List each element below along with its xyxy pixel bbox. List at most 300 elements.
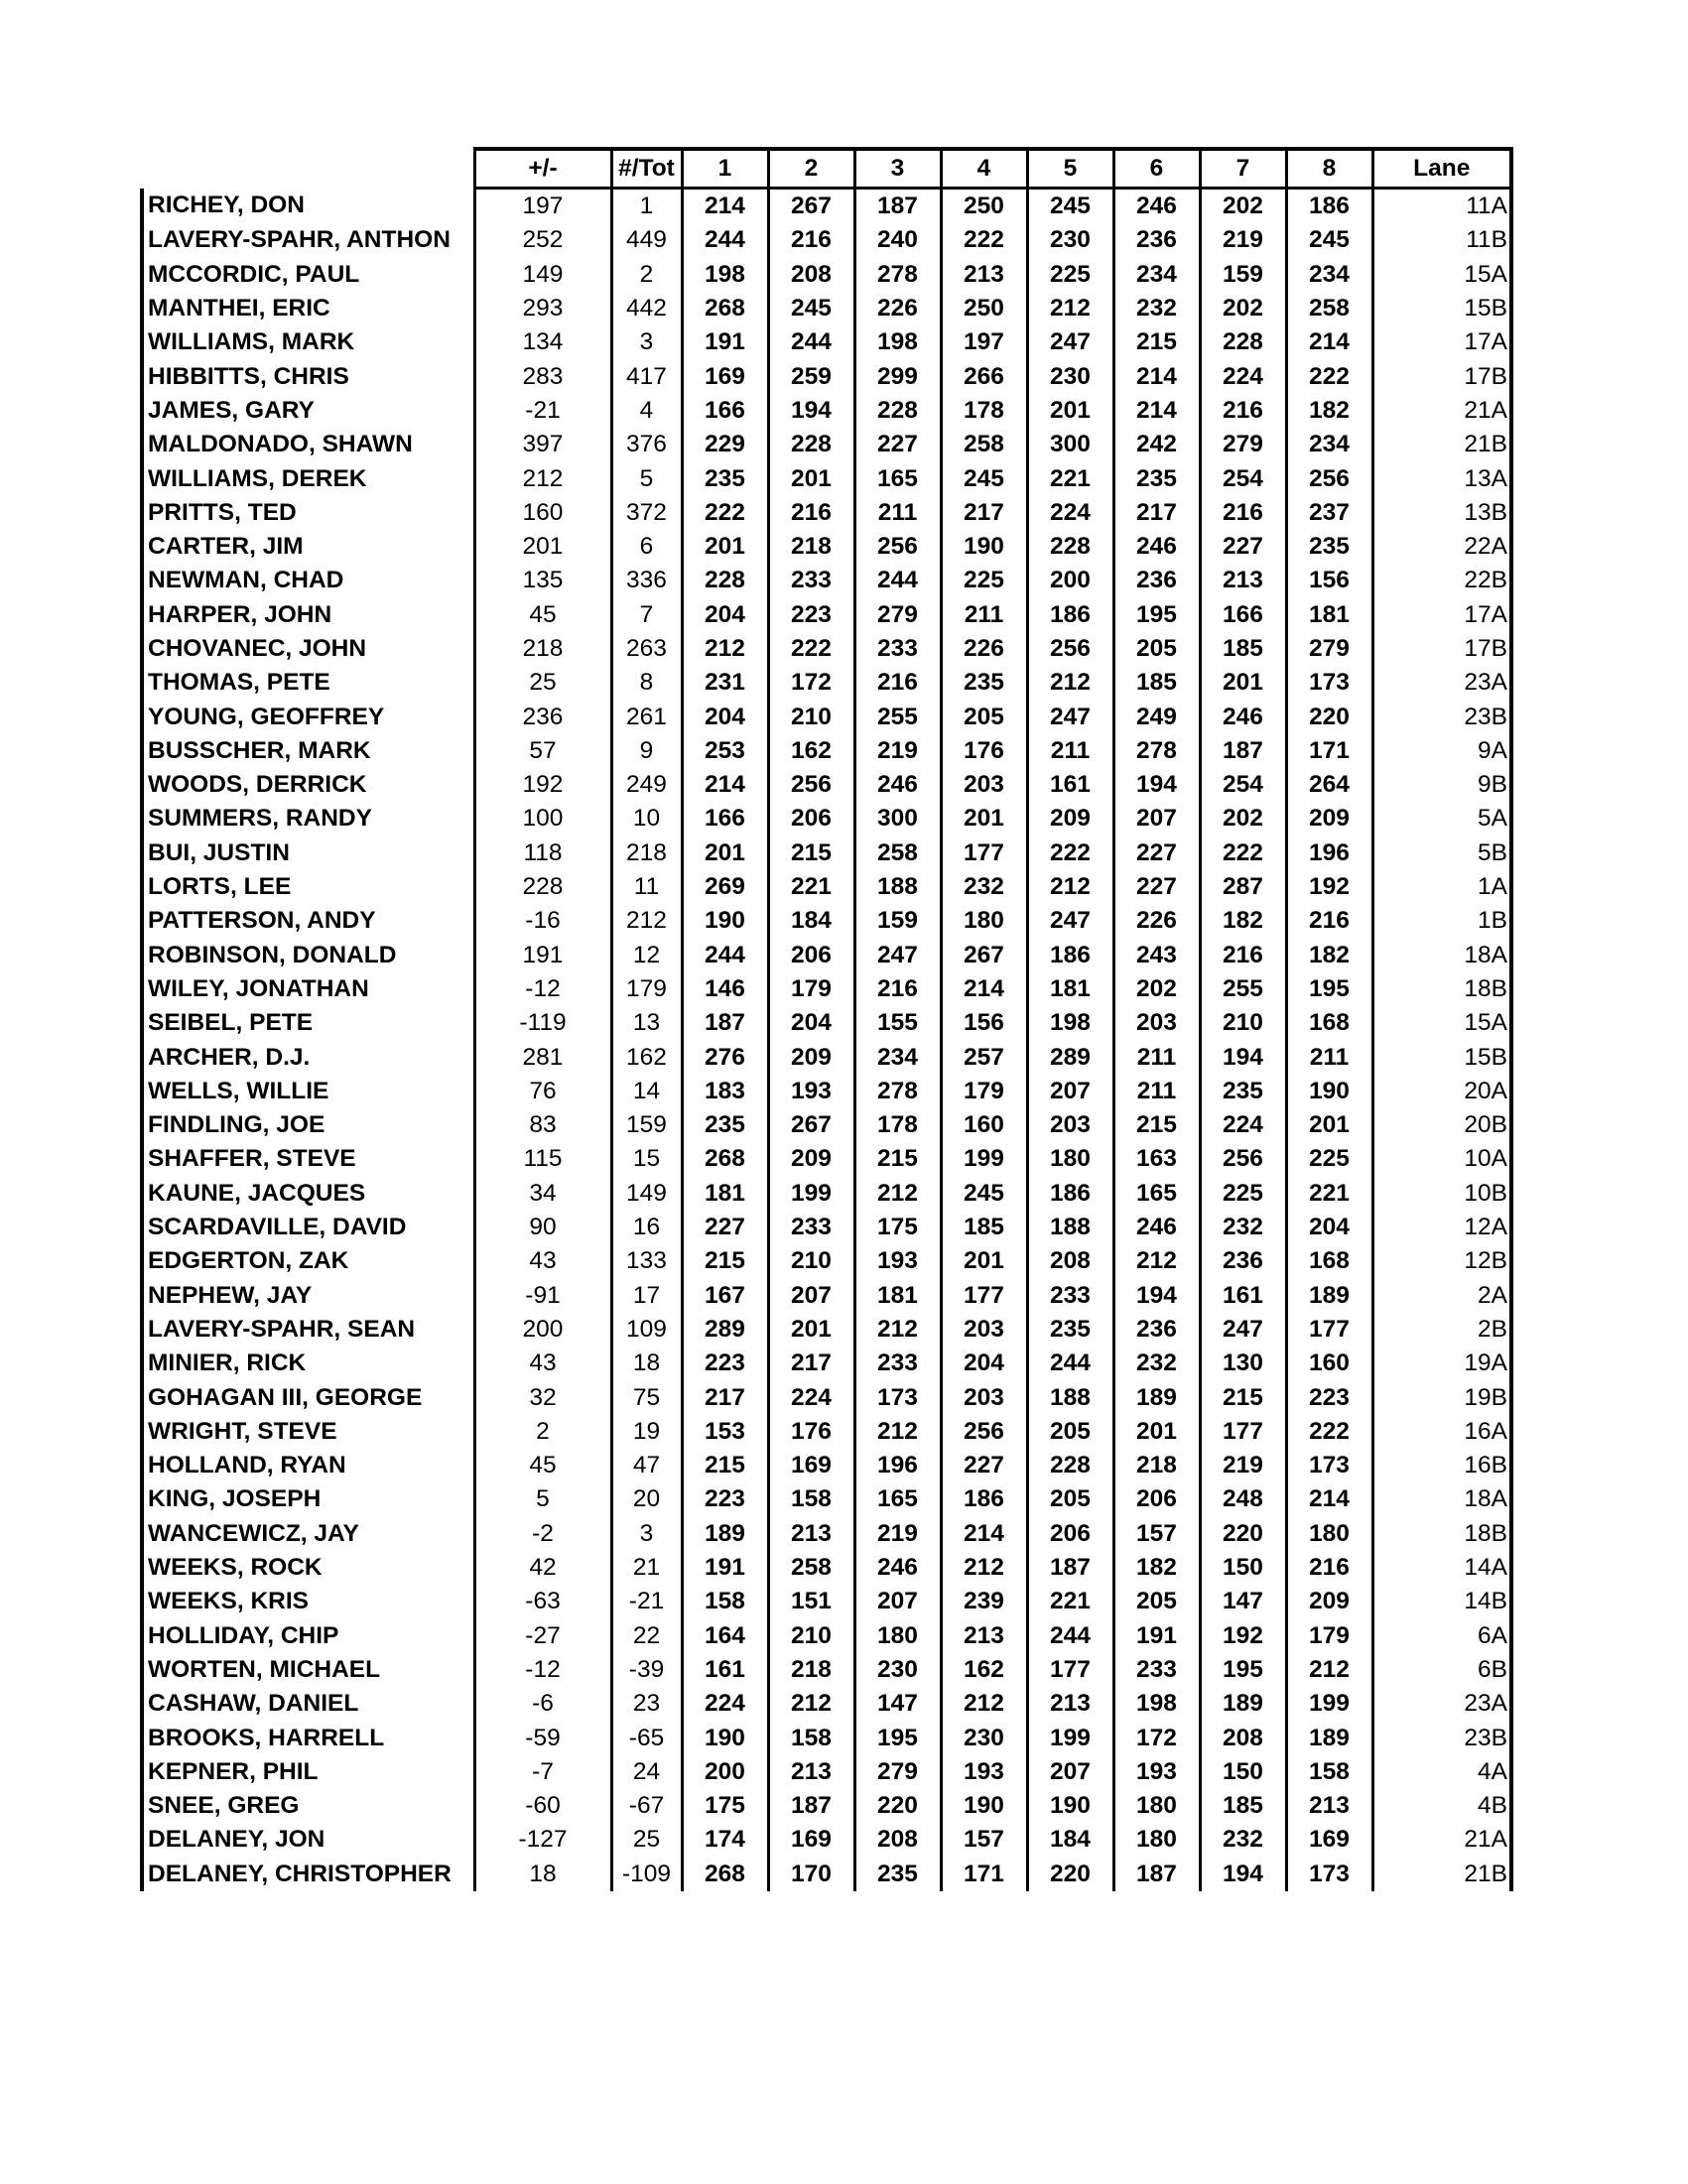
game-1-cell: 164 — [682, 1618, 768, 1652]
game-1-cell: 187 — [682, 1006, 768, 1040]
game-4-cell: 186 — [941, 1482, 1027, 1516]
game-1-cell: 201 — [682, 530, 768, 564]
total-cell: 417 — [611, 359, 682, 393]
plus-minus-cell: -60 — [474, 1789, 611, 1823]
game-4-cell: 179 — [941, 1075, 1027, 1108]
table-row — [142, 325, 1511, 359]
table-row — [142, 734, 1511, 768]
game-3-cell: 227 — [854, 428, 941, 461]
game-4-cell: 203 — [941, 1380, 1027, 1414]
game-2-cell: 228 — [768, 428, 854, 461]
total-cell: 218 — [611, 836, 682, 870]
table-row — [142, 1823, 1511, 1857]
game-4-cell: 193 — [941, 1755, 1027, 1789]
total-cell: 179 — [611, 972, 682, 1006]
game-6-cell: 211 — [1113, 1075, 1200, 1108]
game-1-cell: 215 — [682, 1449, 768, 1482]
name-cell: KEPNER, PHIL — [142, 1755, 474, 1789]
game-2-cell: 213 — [768, 1755, 854, 1789]
game-3-cell: 165 — [854, 461, 941, 495]
total-cell: 249 — [611, 768, 682, 802]
table-row — [142, 1142, 1511, 1176]
game-2-cell: 215 — [768, 836, 854, 870]
game-5-cell: 205 — [1027, 1415, 1113, 1449]
game-7-cell: 161 — [1200, 1279, 1286, 1313]
plus-minus-cell: 115 — [474, 1142, 611, 1176]
game-2-cell: 258 — [768, 1551, 854, 1585]
table-row — [142, 189, 1511, 224]
game-5-cell: 186 — [1027, 1177, 1113, 1211]
total-cell: 159 — [611, 1108, 682, 1142]
lane-cell: 17B — [1372, 359, 1511, 393]
game-7-cell: 147 — [1200, 1585, 1286, 1618]
name-cell: MALDONADO, SHAWN — [142, 428, 474, 461]
header-game-5: 5 — [1027, 149, 1113, 189]
total-cell: -65 — [611, 1721, 682, 1754]
game-1-cell: 224 — [682, 1687, 768, 1721]
game-3-cell: 299 — [854, 359, 941, 393]
lane-cell: 6B — [1372, 1653, 1511, 1687]
header-game-7: 7 — [1200, 149, 1286, 189]
game-7-cell: 215 — [1200, 1380, 1286, 1414]
game-2-cell: 210 — [768, 1244, 854, 1278]
name-cell: WEEKS, KRIS — [142, 1585, 474, 1618]
game-6-cell: 236 — [1113, 1313, 1200, 1347]
lane-cell: 5B — [1372, 836, 1511, 870]
lane-cell: 19B — [1372, 1380, 1511, 1414]
game-5-cell: 300 — [1027, 428, 1113, 461]
game-6-cell: 189 — [1113, 1380, 1200, 1414]
game-6-cell: 211 — [1113, 1040, 1200, 1074]
total-cell: 19 — [611, 1415, 682, 1449]
game-8-cell: 222 — [1286, 359, 1372, 393]
game-3-cell: 278 — [854, 1075, 941, 1108]
game-5-cell: 207 — [1027, 1075, 1113, 1108]
game-4-cell: 245 — [941, 1177, 1027, 1211]
game-3-cell: 226 — [854, 292, 941, 325]
game-2-cell: 221 — [768, 870, 854, 904]
lane-cell: 21A — [1372, 1823, 1511, 1857]
game-5-cell: 230 — [1027, 223, 1113, 257]
game-8-cell: 171 — [1286, 734, 1372, 768]
lane-cell: 9B — [1372, 768, 1511, 802]
game-3-cell: 216 — [854, 666, 941, 700]
table-row — [142, 1449, 1511, 1482]
game-7-cell: 202 — [1200, 802, 1286, 835]
lane-cell: 22A — [1372, 530, 1511, 564]
game-6-cell: 236 — [1113, 223, 1200, 257]
lane-cell: 5A — [1372, 802, 1511, 835]
plus-minus-cell: 45 — [474, 598, 611, 632]
table-row — [142, 904, 1511, 938]
plus-minus-cell: 200 — [474, 1313, 611, 1347]
plus-minus-cell: 43 — [474, 1347, 611, 1380]
game-3-cell: 246 — [854, 1551, 941, 1585]
plus-minus-cell: 43 — [474, 1244, 611, 1278]
table-row — [142, 1347, 1511, 1380]
game-7-cell: 279 — [1200, 428, 1286, 461]
plus-minus-cell: 192 — [474, 768, 611, 802]
game-3-cell: 258 — [854, 836, 941, 870]
name-cell: SHAFFER, STEVE — [142, 1142, 474, 1176]
name-cell: KAUNE, JACQUES — [142, 1177, 474, 1211]
header-game-3: 3 — [854, 149, 941, 189]
table-row — [142, 870, 1511, 904]
game-7-cell: 287 — [1200, 870, 1286, 904]
name-cell: THOMAS, PETE — [142, 666, 474, 700]
game-7-cell: 255 — [1200, 972, 1286, 1006]
game-6-cell: 236 — [1113, 564, 1200, 597]
plus-minus-cell: 57 — [474, 734, 611, 768]
lane-cell: 15B — [1372, 1040, 1511, 1074]
game-8-cell: 156 — [1286, 564, 1372, 597]
header-game-6: 6 — [1113, 149, 1200, 189]
total-cell: 6 — [611, 530, 682, 564]
total-cell: 21 — [611, 1551, 682, 1585]
game-6-cell: 218 — [1113, 1449, 1200, 1482]
game-1-cell: 222 — [682, 496, 768, 530]
game-2-cell: 162 — [768, 734, 854, 768]
game-6-cell: 201 — [1113, 1415, 1200, 1449]
game-7-cell: 227 — [1200, 530, 1286, 564]
table-row — [142, 530, 1511, 564]
game-1-cell: 161 — [682, 1653, 768, 1687]
game-2-cell: 169 — [768, 1823, 854, 1857]
game-5-cell: 205 — [1027, 1482, 1113, 1516]
name-cell: PATTERSON, ANDY — [142, 904, 474, 938]
total-cell: 336 — [611, 564, 682, 597]
game-7-cell: 224 — [1200, 359, 1286, 393]
game-2-cell: 172 — [768, 666, 854, 700]
header-game-2: 2 — [768, 149, 854, 189]
game-6-cell: 214 — [1113, 394, 1200, 428]
total-cell: 10 — [611, 802, 682, 835]
plus-minus-cell: -119 — [474, 1006, 611, 1040]
game-6-cell: 246 — [1113, 1211, 1200, 1244]
header-plus-minus: +/- — [474, 149, 611, 189]
game-5-cell: 256 — [1027, 632, 1113, 666]
lane-cell: 21B — [1372, 428, 1511, 461]
game-6-cell: 227 — [1113, 836, 1200, 870]
game-2-cell: 201 — [768, 461, 854, 495]
game-3-cell: 246 — [854, 768, 941, 802]
game-4-cell: 232 — [941, 870, 1027, 904]
name-cell: LAVERY-SPAHR, SEAN — [142, 1313, 474, 1347]
name-cell: SUMMERS, RANDY — [142, 802, 474, 835]
name-cell: DELANEY, JON — [142, 1823, 474, 1857]
table-row — [142, 1482, 1511, 1516]
game-7-cell: 202 — [1200, 292, 1286, 325]
game-1-cell: 169 — [682, 359, 768, 393]
game-1-cell: 174 — [682, 1823, 768, 1857]
total-cell: 15 — [611, 1142, 682, 1176]
game-4-cell: 185 — [941, 1211, 1027, 1244]
game-3-cell: 188 — [854, 870, 941, 904]
game-3-cell: 178 — [854, 1108, 941, 1142]
game-5-cell: 224 — [1027, 496, 1113, 530]
game-7-cell: 216 — [1200, 394, 1286, 428]
plus-minus-cell: 18 — [474, 1858, 611, 1891]
game-1-cell: 244 — [682, 223, 768, 257]
plus-minus-cell: -12 — [474, 972, 611, 1006]
game-3-cell: 159 — [854, 904, 941, 938]
lane-cell: 19A — [1372, 1347, 1511, 1380]
game-4-cell: 201 — [941, 1244, 1027, 1278]
lane-cell: 1B — [1372, 904, 1511, 938]
game-1-cell: 190 — [682, 904, 768, 938]
game-4-cell: 162 — [941, 1653, 1027, 1687]
name-cell: WEEKS, ROCK — [142, 1551, 474, 1585]
name-cell: SEIBEL, PETE — [142, 1006, 474, 1040]
game-2-cell: 210 — [768, 700, 854, 733]
lane-cell: 20B — [1372, 1108, 1511, 1142]
game-4-cell: 190 — [941, 1789, 1027, 1823]
game-2-cell: 193 — [768, 1075, 854, 1108]
game-2-cell: 267 — [768, 1108, 854, 1142]
game-3-cell: 208 — [854, 1823, 941, 1857]
game-1-cell: 235 — [682, 461, 768, 495]
game-8-cell: 160 — [1286, 1347, 1372, 1380]
lane-cell: 17B — [1372, 632, 1511, 666]
table-row — [142, 1075, 1511, 1108]
game-2-cell: 218 — [768, 1653, 854, 1687]
lane-cell: 11A — [1372, 189, 1511, 224]
game-3-cell: 175 — [854, 1211, 941, 1244]
game-4-cell: 256 — [941, 1415, 1027, 1449]
game-6-cell: 202 — [1113, 972, 1200, 1006]
table-row — [142, 496, 1511, 530]
game-6-cell: 194 — [1113, 1279, 1200, 1313]
table-row — [142, 1517, 1511, 1551]
game-4-cell: 190 — [941, 530, 1027, 564]
game-1-cell: 191 — [682, 325, 768, 359]
name-cell: BROOKS, HARRELL — [142, 1721, 474, 1754]
game-5-cell: 206 — [1027, 1517, 1113, 1551]
total-cell: 2 — [611, 258, 682, 292]
lane-cell: 13B — [1372, 496, 1511, 530]
game-2-cell: 209 — [768, 1142, 854, 1176]
lane-cell: 17A — [1372, 325, 1511, 359]
header-blank — [142, 149, 474, 189]
game-8-cell: 177 — [1286, 1313, 1372, 1347]
game-1-cell: 227 — [682, 1211, 768, 1244]
plus-minus-cell: 283 — [474, 359, 611, 393]
game-8-cell: 216 — [1286, 904, 1372, 938]
lane-cell: 22B — [1372, 564, 1511, 597]
game-3-cell: 155 — [854, 1006, 941, 1040]
lane-cell: 9A — [1372, 734, 1511, 768]
game-2-cell: 223 — [768, 598, 854, 632]
game-3-cell: 255 — [854, 700, 941, 733]
game-1-cell: 269 — [682, 870, 768, 904]
game-1-cell: 166 — [682, 394, 768, 428]
lane-cell: 21A — [1372, 394, 1511, 428]
game-3-cell: 180 — [854, 1618, 941, 1652]
game-4-cell: 213 — [941, 258, 1027, 292]
game-6-cell: 203 — [1113, 1006, 1200, 1040]
game-1-cell: 198 — [682, 258, 768, 292]
game-6-cell: 214 — [1113, 359, 1200, 393]
game-6-cell: 182 — [1113, 1551, 1200, 1585]
total-cell: 18 — [611, 1347, 682, 1380]
game-5-cell: 203 — [1027, 1108, 1113, 1142]
name-cell: ARCHER, D.J. — [142, 1040, 474, 1074]
game-7-cell: 256 — [1200, 1142, 1286, 1176]
game-6-cell: 215 — [1113, 1108, 1200, 1142]
name-cell: LAVERY-SPAHR, ANTHON — [142, 223, 474, 257]
total-cell: 133 — [611, 1244, 682, 1278]
lane-cell: 18B — [1372, 972, 1511, 1006]
game-8-cell: 204 — [1286, 1211, 1372, 1244]
lane-cell: 18A — [1372, 939, 1511, 972]
table-row — [142, 1108, 1511, 1142]
game-2-cell: 206 — [768, 939, 854, 972]
game-6-cell: 165 — [1113, 1177, 1200, 1211]
game-4-cell: 257 — [941, 1040, 1027, 1074]
game-6-cell: 180 — [1113, 1789, 1200, 1823]
table-row — [142, 1789, 1511, 1823]
plus-minus-cell: 45 — [474, 1449, 611, 1482]
total-cell: 12 — [611, 939, 682, 972]
game-4-cell: 176 — [941, 734, 1027, 768]
plus-minus-cell: 135 — [474, 564, 611, 597]
game-6-cell: 246 — [1113, 530, 1200, 564]
game-8-cell: 212 — [1286, 1653, 1372, 1687]
game-8-cell: 168 — [1286, 1244, 1372, 1278]
game-8-cell: 222 — [1286, 1415, 1372, 1449]
total-cell: 3 — [611, 325, 682, 359]
name-cell: WANCEWICZ, JAY — [142, 1517, 474, 1551]
game-8-cell: 225 — [1286, 1142, 1372, 1176]
name-cell: WRIGHT, STEVE — [142, 1415, 474, 1449]
lane-cell: 4A — [1372, 1755, 1511, 1789]
plus-minus-cell: 212 — [474, 461, 611, 495]
game-1-cell: 191 — [682, 1551, 768, 1585]
game-3-cell: 212 — [854, 1415, 941, 1449]
total-cell: 162 — [611, 1040, 682, 1074]
table-row — [142, 939, 1511, 972]
game-2-cell: 151 — [768, 1585, 854, 1618]
table-row — [142, 1313, 1511, 1347]
game-4-cell: 217 — [941, 496, 1027, 530]
plus-minus-cell: 90 — [474, 1211, 611, 1244]
table-row — [142, 632, 1511, 666]
game-3-cell: 279 — [854, 598, 941, 632]
plus-minus-cell: 201 — [474, 530, 611, 564]
game-4-cell: 239 — [941, 1585, 1027, 1618]
game-2-cell: 259 — [768, 359, 854, 393]
name-cell: DELANEY, CHRISTOPHER — [142, 1858, 474, 1891]
lane-cell: 6A — [1372, 1618, 1511, 1652]
table-row — [142, 428, 1511, 461]
total-cell: 376 — [611, 428, 682, 461]
name-cell: NEWMAN, CHAD — [142, 564, 474, 597]
lane-cell: 12B — [1372, 1244, 1511, 1278]
plus-minus-cell: 149 — [474, 258, 611, 292]
total-cell: 212 — [611, 904, 682, 938]
game-8-cell: 181 — [1286, 598, 1372, 632]
game-4-cell: 157 — [941, 1823, 1027, 1857]
game-3-cell: 279 — [854, 1755, 941, 1789]
name-cell: WOODS, DERRICK — [142, 768, 474, 802]
name-cell: WELLS, WILLIE — [142, 1075, 474, 1108]
lane-cell: 18A — [1372, 1482, 1511, 1516]
table-row — [142, 1006, 1511, 1040]
table-row — [142, 223, 1511, 257]
table-row — [142, 802, 1511, 835]
lane-cell: 15A — [1372, 1006, 1511, 1040]
game-4-cell: 214 — [941, 1517, 1027, 1551]
game-6-cell: 234 — [1113, 258, 1200, 292]
table-row — [142, 836, 1511, 870]
game-6-cell: 185 — [1113, 666, 1200, 700]
game-4-cell: 245 — [941, 461, 1027, 495]
total-cell: 149 — [611, 1177, 682, 1211]
game-4-cell: 267 — [941, 939, 1027, 972]
plus-minus-cell: 118 — [474, 836, 611, 870]
game-1-cell: 268 — [682, 1858, 768, 1891]
game-7-cell: 159 — [1200, 258, 1286, 292]
game-1-cell: 214 — [682, 768, 768, 802]
name-cell: CARTER, JIM — [142, 530, 474, 564]
total-cell: 75 — [611, 1380, 682, 1414]
game-3-cell: 165 — [854, 1482, 941, 1516]
game-4-cell: 201 — [941, 802, 1027, 835]
game-6-cell: 195 — [1113, 598, 1200, 632]
bowling-scores-table — [140, 147, 1513, 1891]
table-row — [142, 1687, 1511, 1721]
game-3-cell: 215 — [854, 1142, 941, 1176]
game-4-cell: 203 — [941, 1313, 1027, 1347]
lane-cell: 4B — [1372, 1789, 1511, 1823]
game-8-cell: 221 — [1286, 1177, 1372, 1211]
table-row — [142, 461, 1511, 495]
game-8-cell: 234 — [1286, 258, 1372, 292]
game-7-cell: 220 — [1200, 1517, 1286, 1551]
table-row — [142, 1279, 1511, 1313]
lane-cell: 14A — [1372, 1551, 1511, 1585]
game-2-cell: 216 — [768, 223, 854, 257]
game-7-cell: 185 — [1200, 632, 1286, 666]
game-6-cell: 191 — [1113, 1618, 1200, 1652]
plus-minus-cell: -12 — [474, 1653, 611, 1687]
game-5-cell: 228 — [1027, 530, 1113, 564]
game-8-cell: 186 — [1286, 189, 1372, 224]
table-row — [142, 1551, 1511, 1585]
plus-minus-cell: 25 — [474, 666, 611, 700]
lane-cell: 16A — [1372, 1415, 1511, 1449]
game-5-cell: 188 — [1027, 1211, 1113, 1244]
game-7-cell: 189 — [1200, 1687, 1286, 1721]
game-1-cell: 212 — [682, 632, 768, 666]
game-3-cell: 240 — [854, 223, 941, 257]
name-cell: HIBBITTS, CHRIS — [142, 359, 474, 393]
name-cell: PRITTS, TED — [142, 496, 474, 530]
game-7-cell: 194 — [1200, 1858, 1286, 1891]
total-cell: 8 — [611, 666, 682, 700]
game-3-cell: 211 — [854, 496, 941, 530]
game-1-cell: 204 — [682, 700, 768, 733]
game-8-cell: 182 — [1286, 394, 1372, 428]
game-5-cell: 201 — [1027, 394, 1113, 428]
game-3-cell: 181 — [854, 1279, 941, 1313]
game-1-cell: 200 — [682, 1755, 768, 1789]
game-6-cell: 212 — [1113, 1244, 1200, 1278]
game-4-cell: 205 — [941, 700, 1027, 733]
game-7-cell: 201 — [1200, 666, 1286, 700]
game-7-cell: 222 — [1200, 836, 1286, 870]
game-4-cell: 225 — [941, 564, 1027, 597]
